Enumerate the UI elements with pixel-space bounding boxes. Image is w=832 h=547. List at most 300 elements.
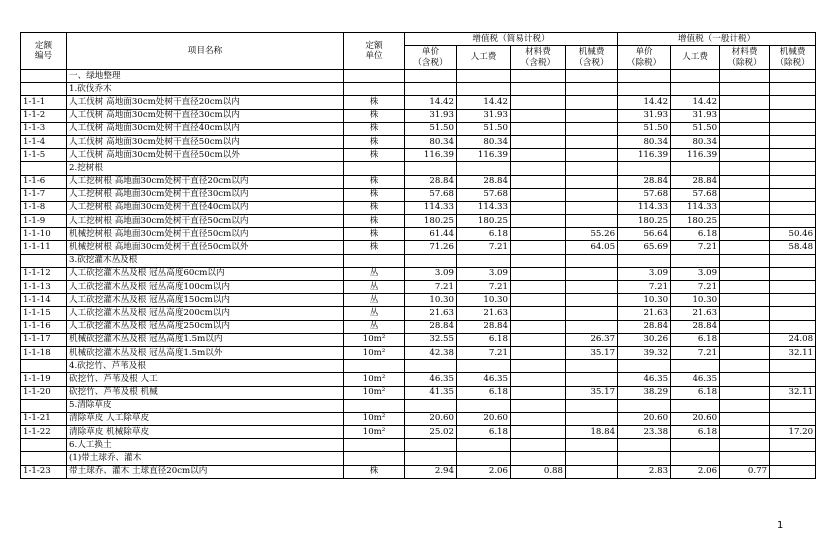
empty-cell: [511, 439, 566, 452]
header-general-machine: 机械费 （除税）: [770, 46, 816, 70]
general-material: [720, 241, 770, 254]
quota-code: 1-1-8: [21, 201, 67, 214]
simple-price: 7.21: [405, 281, 457, 294]
simple-price: 14.42: [405, 96, 457, 109]
empty-cell: [511, 70, 566, 83]
general-price: 38.29: [618, 386, 671, 399]
simple-labor: 28.84: [457, 320, 511, 333]
section-title: 3.砍挖灌木丛及根: [67, 254, 344, 267]
empty-cell: [566, 83, 618, 96]
simple-material: [511, 426, 566, 439]
empty-cell: [770, 452, 816, 465]
empty-cell: [457, 452, 511, 465]
section-title: 2.挖树根: [67, 162, 344, 175]
empty-cell: [720, 439, 770, 452]
section-title: 5.清除草皮: [67, 399, 344, 412]
table-row: [21, 307, 816, 320]
general-machine: [770, 201, 816, 214]
simple-price: 2.94: [405, 465, 457, 478]
empty-cell: [618, 360, 671, 373]
empty-cell: [671, 439, 720, 452]
simple-labor: 31.93: [457, 109, 511, 122]
general-machine: [770, 122, 816, 135]
simple-material: [511, 228, 566, 241]
code-cell: [21, 83, 67, 96]
simple-machine: [566, 122, 618, 135]
section-row: [21, 162, 816, 175]
general-material: [720, 188, 770, 201]
quota-unit: 株: [344, 96, 405, 109]
item-name: 机械砍挖灌木丛及根 冠丛高度1.5m以外: [67, 346, 344, 359]
empty-cell: [511, 162, 566, 175]
table-row: [21, 465, 816, 478]
empty-cell: [457, 70, 511, 83]
table-row: [21, 267, 816, 280]
simple-labor: 2.06: [457, 465, 511, 478]
general-material: 0.77: [720, 465, 770, 478]
simple-price: 116.39: [405, 149, 457, 162]
empty-cell: [457, 399, 511, 412]
simple-material: [511, 135, 566, 148]
general-labor: 114.33: [671, 201, 720, 214]
empty-cell: [671, 399, 720, 412]
section-row: [21, 399, 816, 412]
simple-labor: 7.21: [457, 241, 511, 254]
simple-machine: 35.17: [566, 386, 618, 399]
simple-machine: [566, 412, 618, 425]
quota-code: 1-1-16: [21, 320, 67, 333]
general-price: 28.84: [618, 320, 671, 333]
item-name: 人工伐树 高地面30cm处树干直径40cm以内: [67, 122, 344, 135]
table-row: [21, 188, 816, 201]
empty-cell: [566, 360, 618, 373]
simple-machine: [566, 175, 618, 188]
table-row: [21, 281, 816, 294]
simple-labor: 7.21: [457, 346, 511, 359]
simple-labor: 20.60: [457, 412, 511, 425]
simple-machine: [566, 307, 618, 320]
simple-material: [511, 333, 566, 346]
general-machine: 32.11: [770, 386, 816, 399]
empty-cell: [405, 70, 457, 83]
simple-labor: 10.30: [457, 294, 511, 307]
header-code: 定额 编号: [21, 33, 67, 70]
empty-cell: [405, 399, 457, 412]
empty-cell: [566, 254, 618, 267]
quota-code: 1-1-22: [21, 426, 67, 439]
general-price: 57.68: [618, 188, 671, 201]
empty-cell: [770, 83, 816, 96]
general-labor: 180.25: [671, 215, 720, 228]
general-machine: [770, 267, 816, 280]
general-price: 114.33: [618, 201, 671, 214]
simple-labor: 6.18: [457, 386, 511, 399]
code-cell: [21, 439, 67, 452]
general-labor: 7.21: [671, 241, 720, 254]
empty-cell: [720, 254, 770, 267]
quota-code: 1-1-4: [21, 135, 67, 148]
empty-cell: [511, 452, 566, 465]
quota-code: 1-1-19: [21, 373, 67, 386]
simple-labor: 46.35: [457, 373, 511, 386]
general-machine: 50.46: [770, 228, 816, 241]
empty-cell: [720, 70, 770, 83]
table-row: [21, 215, 816, 228]
quota-code: 1-1-17: [21, 333, 67, 346]
section-row: [21, 360, 816, 373]
table-row: [21, 386, 816, 399]
simple-machine: [566, 149, 618, 162]
simple-price: 25.02: [405, 426, 457, 439]
empty-cell: [566, 70, 618, 83]
empty-cell: [344, 399, 405, 412]
empty-cell: [566, 399, 618, 412]
quota-unit: 丛: [344, 320, 405, 333]
empty-cell: [770, 162, 816, 175]
simple-price: 80.34: [405, 135, 457, 148]
empty-cell: [720, 452, 770, 465]
quota-code: 1-1-5: [21, 149, 67, 162]
general-price: 20.60: [618, 412, 671, 425]
simple-machine: [566, 201, 618, 214]
simple-material: [511, 281, 566, 294]
header-simple-machine: 机械费 （含税）: [566, 46, 618, 70]
simple-machine: 64.05: [566, 241, 618, 254]
item-name: 人工挖树根 高地面30cm处树干直径50cm以内: [67, 215, 344, 228]
general-machine: [770, 320, 816, 333]
general-labor: 80.34: [671, 135, 720, 148]
table-header: [21, 33, 816, 70]
simple-price: 180.25: [405, 215, 457, 228]
code-cell: [21, 162, 67, 175]
empty-cell: [405, 254, 457, 267]
general-material: [720, 373, 770, 386]
general-price: 10.30: [618, 294, 671, 307]
empty-cell: [457, 162, 511, 175]
general-material: [720, 109, 770, 122]
quota-unit: 株: [344, 465, 405, 478]
general-material: [720, 294, 770, 307]
item-name: 人工砍挖灌木丛及根 冠丛高度250cm以内: [67, 320, 344, 333]
empty-cell: [566, 439, 618, 452]
quota-table: [20, 32, 816, 479]
general-labor: 14.42: [671, 96, 720, 109]
empty-cell: [618, 83, 671, 96]
empty-cell: [671, 162, 720, 175]
simple-labor: 6.18: [457, 228, 511, 241]
simple-machine: [566, 215, 618, 228]
general-machine: 24.08: [770, 333, 816, 346]
quota-unit: 10m²: [344, 386, 405, 399]
empty-cell: [618, 399, 671, 412]
simple-price: 51.50: [405, 122, 457, 135]
simple-machine: [566, 465, 618, 478]
quota-unit: 株: [344, 122, 405, 135]
table-body: [21, 70, 816, 479]
item-name: 人工伐树 高地面30cm处树干直径50cm以内: [67, 135, 344, 148]
header-simple-tax-group: 增值税（简易计税）: [405, 33, 618, 46]
empty-cell: [770, 399, 816, 412]
general-labor: 116.39: [671, 149, 720, 162]
quota-code: 1-1-15: [21, 307, 67, 320]
item-name: 人工伐树 高地面30cm处树干直径50cm以外: [67, 149, 344, 162]
general-machine: [770, 215, 816, 228]
empty-cell: [720, 162, 770, 175]
simple-labor: 116.39: [457, 149, 511, 162]
empty-cell: [720, 83, 770, 96]
general-machine: [770, 294, 816, 307]
table-row: [21, 109, 816, 122]
simple-price: 3.09: [405, 267, 457, 280]
empty-cell: [511, 399, 566, 412]
simple-labor: 114.33: [457, 201, 511, 214]
simple-machine: [566, 109, 618, 122]
simple-material: [511, 346, 566, 359]
simple-labor: 180.25: [457, 215, 511, 228]
quota-unit: 株: [344, 241, 405, 254]
empty-cell: [720, 360, 770, 373]
quota-unit: 10m²: [344, 426, 405, 439]
empty-cell: [344, 360, 405, 373]
simple-machine: [566, 267, 618, 280]
simple-machine: [566, 188, 618, 201]
general-labor: 20.60: [671, 412, 720, 425]
simple-labor: 7.21: [457, 281, 511, 294]
general-material: [720, 386, 770, 399]
section-row: [21, 254, 816, 267]
item-name: 人工砍挖灌木丛及根 冠丛高度200cm以内: [67, 307, 344, 320]
header-unit: 定额 单位: [344, 33, 405, 70]
empty-cell: [566, 162, 618, 175]
general-price: 14.42: [618, 96, 671, 109]
simple-material: [511, 320, 566, 333]
section-title: 6.人工换土: [67, 439, 344, 452]
general-price: 65.69: [618, 241, 671, 254]
simple-price: 46.35: [405, 373, 457, 386]
general-machine: [770, 281, 816, 294]
simple-material: [511, 96, 566, 109]
general-material: [720, 426, 770, 439]
item-name: 机械挖树根 高地面30cm处树干直径50cm以内: [67, 228, 344, 241]
quota-unit: 丛: [344, 267, 405, 280]
table-row: [21, 412, 816, 425]
page-number: 1: [777, 520, 784, 531]
general-labor: 57.68: [671, 188, 720, 201]
simple-price: 114.33: [405, 201, 457, 214]
simple-material: [511, 386, 566, 399]
general-machine: [770, 175, 816, 188]
empty-cell: [405, 360, 457, 373]
empty-cell: [344, 439, 405, 452]
quota-unit: 株: [344, 228, 405, 241]
quota-code: 1-1-23: [21, 465, 67, 478]
table-row: [21, 149, 816, 162]
simple-machine: 35.17: [566, 346, 618, 359]
quota-unit: 10m²: [344, 373, 405, 386]
code-cell: [21, 452, 67, 465]
table-row: [21, 201, 816, 214]
general-price: 23.38: [618, 426, 671, 439]
simple-material: [511, 188, 566, 201]
table-row: [21, 241, 816, 254]
simple-labor: 14.42: [457, 96, 511, 109]
simple-price: 61.44: [405, 228, 457, 241]
general-labor: 28.84: [671, 320, 720, 333]
code-cell: [21, 399, 67, 412]
general-labor: 31.93: [671, 109, 720, 122]
general-machine: [770, 307, 816, 320]
empty-cell: [344, 162, 405, 175]
code-cell: [21, 360, 67, 373]
general-price: 116.39: [618, 149, 671, 162]
general-labor: 6.18: [671, 228, 720, 241]
general-material: [720, 149, 770, 162]
table-row: [21, 135, 816, 148]
quota-unit: 株: [344, 175, 405, 188]
general-machine: [770, 373, 816, 386]
general-price: 2.83: [618, 465, 671, 478]
section-title: 一、绿地整理: [67, 70, 344, 83]
general-price: 80.34: [618, 135, 671, 148]
empty-cell: [457, 254, 511, 267]
simple-labor: 51.50: [457, 122, 511, 135]
empty-cell: [405, 162, 457, 175]
general-machine: [770, 149, 816, 162]
empty-cell: [566, 452, 618, 465]
general-labor: 21.63: [671, 307, 720, 320]
simple-material: [511, 201, 566, 214]
item-name: 机械砍挖灌木丛及根 冠丛高度1.5m以内: [67, 333, 344, 346]
section-title: 4.砍挖竹、芦苇及根: [67, 360, 344, 373]
simple-price: 20.60: [405, 412, 457, 425]
item-name: 人工砍挖灌木丛及根 冠丛高度100cm以内: [67, 281, 344, 294]
quota-code: 1-1-20: [21, 386, 67, 399]
general-price: 56.64: [618, 228, 671, 241]
general-labor: 6.18: [671, 386, 720, 399]
simple-price: 41.35: [405, 386, 457, 399]
general-material: [720, 333, 770, 346]
general-labor: 7.21: [671, 281, 720, 294]
simple-machine: 26.37: [566, 333, 618, 346]
simple-labor: 28.84: [457, 175, 511, 188]
simple-machine: [566, 320, 618, 333]
general-price: 3.09: [618, 267, 671, 280]
general-material: [720, 267, 770, 280]
table-row: [21, 175, 816, 188]
quota-code: 1-1-18: [21, 346, 67, 359]
general-labor: 7.21: [671, 346, 720, 359]
general-labor: 46.35: [671, 373, 720, 386]
quota-unit: 丛: [344, 307, 405, 320]
simple-labor: 6.18: [457, 333, 511, 346]
item-name: 清除草皮 人工除草皮: [67, 412, 344, 425]
simple-labor: 57.68: [457, 188, 511, 201]
general-price: 31.93: [618, 109, 671, 122]
simple-price: 57.68: [405, 188, 457, 201]
simple-material: [511, 175, 566, 188]
quota-code: 1-1-9: [21, 215, 67, 228]
empty-cell: [511, 254, 566, 267]
simple-price: 31.93: [405, 109, 457, 122]
general-machine: [770, 96, 816, 109]
simple-price: 28.84: [405, 175, 457, 188]
empty-cell: [618, 439, 671, 452]
simple-machine: [566, 294, 618, 307]
empty-cell: [770, 70, 816, 83]
general-price: 28.84: [618, 175, 671, 188]
simple-labor: 3.09: [457, 267, 511, 280]
empty-cell: [671, 360, 720, 373]
quota-unit: 株: [344, 149, 405, 162]
item-name: 人工挖树根 高地面30cm处树干直径30cm以内: [67, 188, 344, 201]
quota-unit: 10m²: [344, 333, 405, 346]
simple-labor: 6.18: [457, 426, 511, 439]
quota-code: 1-1-7: [21, 188, 67, 201]
code-cell: [21, 70, 67, 83]
general-price: 7.21: [618, 281, 671, 294]
item-name: 人工砍挖灌木丛及根 冠丛高度150cm以内: [67, 294, 344, 307]
simple-machine: [566, 135, 618, 148]
table-row: [21, 294, 816, 307]
table-row: [21, 333, 816, 346]
general-machine: 17.20: [770, 426, 816, 439]
simple-material: [511, 267, 566, 280]
header-general-labor: 人工费: [671, 46, 720, 70]
empty-cell: [720, 399, 770, 412]
simple-price: 71.26: [405, 241, 457, 254]
item-name: 带土球乔、灌木 土球直径20cm以内: [67, 465, 344, 478]
item-name: 人工伐树 高地面30cm处树干直径20cm以内: [67, 96, 344, 109]
general-machine: 32.11: [770, 346, 816, 359]
quota-code: 1-1-13: [21, 281, 67, 294]
simple-material: [511, 149, 566, 162]
section-row: [21, 452, 816, 465]
quota-code: 1-1-14: [21, 294, 67, 307]
general-labor: 6.18: [671, 426, 720, 439]
general-machine: [770, 412, 816, 425]
header-simple-labor: 人工费: [457, 46, 511, 70]
quota-code: 1-1-11: [21, 241, 67, 254]
header-general-material: 材料费 （除税）: [720, 46, 770, 70]
quota-unit: 10m²: [344, 412, 405, 425]
table-row: [21, 373, 816, 386]
empty-cell: [671, 254, 720, 267]
table-row: [21, 96, 816, 109]
quota-unit: 株: [344, 201, 405, 214]
table-row: [21, 320, 816, 333]
header-name: 项目名称: [67, 33, 344, 70]
empty-cell: [405, 439, 457, 452]
empty-cell: [671, 83, 720, 96]
quota-code: 1-1-10: [21, 228, 67, 241]
quota-unit: 株: [344, 215, 405, 228]
simple-price: 42.38: [405, 346, 457, 359]
simple-material: [511, 307, 566, 320]
header-simple-material: 材料费 （含税）: [511, 46, 566, 70]
quota-code: 1-1-6: [21, 175, 67, 188]
empty-cell: [770, 360, 816, 373]
simple-price: 28.84: [405, 320, 457, 333]
empty-cell: [511, 360, 566, 373]
section-title: (1)带土球乔、灌木: [67, 452, 344, 465]
empty-cell: [618, 162, 671, 175]
general-material: [720, 135, 770, 148]
quota-unit: 株: [344, 188, 405, 201]
simple-material: [511, 215, 566, 228]
simple-machine: 18.84: [566, 426, 618, 439]
header-simple-price: 单价 （含税）: [405, 46, 457, 70]
quota-unit: 丛: [344, 294, 405, 307]
